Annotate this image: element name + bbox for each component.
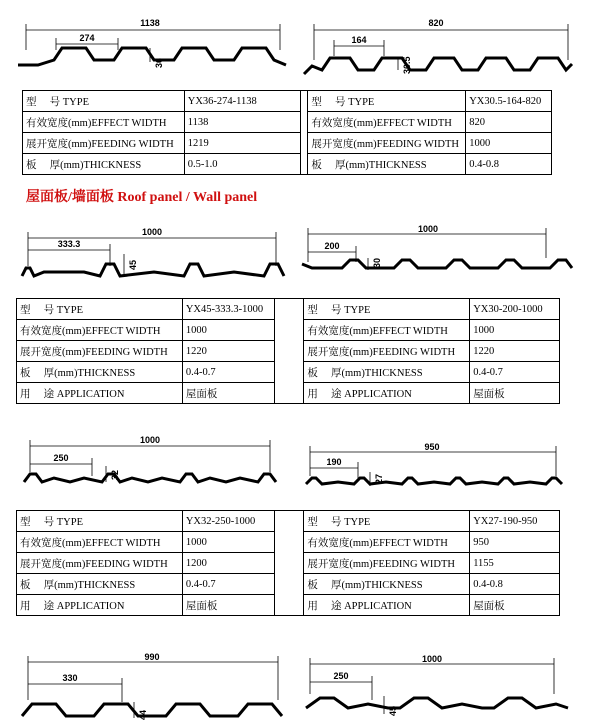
application-value: 屋面板: [182, 595, 274, 616]
height-dim-label: 32: [110, 469, 120, 480]
application-value: 屋面板: [470, 595, 560, 616]
feeding-width-label: 展开宽度(mm)FEEDING WIDTH: [17, 553, 183, 574]
profile-drawing-7: [14, 650, 294, 726]
effect-width-label: 有效宽度(mm)EFFECT WIDTH: [23, 112, 185, 133]
effect-width-value: 820: [466, 112, 552, 133]
effect-width-value: 1138: [184, 112, 301, 133]
effect-width-label: 有效宽度(mm)EFFECT WIDTH: [304, 320, 470, 341]
thickness-value: 0.4-0.7: [470, 362, 560, 383]
profile-drawing-3: [14, 224, 294, 290]
type-value: YX30-200-1000: [470, 299, 560, 320]
table-row: [17, 299, 560, 320]
effect-width-label: 有效宽度(mm)EFFECT WIDTH: [17, 320, 183, 341]
effect-width-value: 1000: [470, 320, 560, 341]
overall-dim-label: 990: [144, 652, 160, 662]
table-row: [17, 383, 560, 404]
feeding-width-value: 1220: [470, 341, 560, 362]
table-row: [23, 91, 552, 112]
application-label: 用 途 APPLICATION: [304, 595, 470, 616]
application-label: 用 途 APPLICATION: [17, 595, 183, 616]
application-label: 用 途 APPLICATION: [17, 383, 183, 404]
pitch-dim-label: 250: [53, 453, 69, 463]
overall-dim-label: 1000: [141, 227, 163, 237]
feeding-width-value: 1220: [182, 341, 274, 362]
type-value: YX45-333.3-1000: [182, 299, 274, 320]
effect-width-label: 有效宽度(mm)EFFECT WIDTH: [304, 532, 470, 553]
type-value: YX32-250-1000: [182, 511, 274, 532]
profile-drawing-6: [298, 440, 578, 500]
type-label: 型 号 TYPE: [308, 91, 466, 112]
thickness-value: 0.4-0.8: [470, 574, 560, 595]
type-value: YX27-190-950: [470, 511, 560, 532]
thickness-value: 0.5-1.0: [184, 154, 301, 175]
profile-drawing-8: [298, 650, 578, 726]
type-value: YX36-274-1138: [184, 91, 301, 112]
height-dim-label: 45: [388, 705, 398, 716]
type-label: 型 号 TYPE: [304, 299, 470, 320]
thickness-value: 0.4-0.8: [466, 154, 552, 175]
effect-width-value: 950: [470, 532, 560, 553]
table-row: [23, 133, 552, 154]
thickness-value: 0.4-0.7: [182, 362, 274, 383]
effect-width-label: 有效宽度(mm)EFFECT WIDTH: [17, 532, 183, 553]
type-label: 型 号 TYPE: [17, 299, 183, 320]
table-row: [17, 532, 560, 553]
overall-dim-label: 950: [424, 442, 440, 452]
table-row: [23, 154, 552, 175]
thickness-label: 板 厚(mm)THICKNESS: [304, 574, 470, 595]
height-dim-label: 30: [372, 257, 382, 268]
pitch-dim-label: 164: [351, 35, 367, 45]
overall-dim-label: 1000: [139, 435, 161, 445]
pitch-dim-label: 190: [326, 457, 342, 467]
spec-table-1: [22, 90, 552, 175]
type-label: 型 号 TYPE: [304, 511, 470, 532]
feeding-width-label: 展开宽度(mm)FEEDING WIDTH: [304, 341, 470, 362]
height-dim-label: 30.5: [402, 56, 412, 74]
table-row: [23, 112, 552, 133]
profile-drawing-4: [298, 222, 578, 288]
table-row: [17, 320, 560, 341]
thickness-label: 板 厚(mm)THICKNESS: [308, 154, 466, 175]
profile-drawing-2: [300, 12, 580, 82]
table-row: [17, 362, 560, 383]
thickness-label: 板 厚(mm)THICKNESS: [304, 362, 470, 383]
height-dim-label: 45: [128, 259, 138, 270]
application-value: 屋面板: [470, 383, 560, 404]
effect-width-value: 1000: [182, 320, 274, 341]
pitch-dim-label: 250: [333, 671, 349, 681]
table-row: [17, 553, 560, 574]
thickness-value: 0.4-0.7: [182, 574, 274, 595]
application-value: 屋面板: [182, 383, 274, 404]
overall-dim-label: 1000: [421, 654, 443, 664]
spec-table-2: [16, 298, 560, 404]
pitch-dim-label: 330: [62, 673, 78, 683]
profile-drawing-5: [14, 432, 294, 496]
effect-width-label: 有效宽度(mm)EFFECT WIDTH: [308, 112, 466, 133]
thickness-label: 板 厚(mm)THICKNESS: [17, 574, 183, 595]
height-dim-label: 36: [154, 57, 164, 68]
table-row: [17, 511, 560, 532]
spec-table-3: [16, 510, 560, 616]
height-dim-label: 27: [374, 473, 384, 484]
feeding-width-label: 展开宽度(mm)FEEDING WIDTH: [304, 553, 470, 574]
application-label: 用 途 APPLICATION: [304, 383, 470, 404]
type-value: YX30.5-164-820: [466, 91, 552, 112]
thickness-label: 板 厚(mm)THICKNESS: [17, 362, 183, 383]
overall-dim-label: 1000: [417, 224, 439, 234]
pitch-dim-label: 333.3: [57, 239, 81, 249]
table-row: [17, 574, 560, 595]
feeding-width-value: 1219: [184, 133, 301, 154]
type-label: 型 号 TYPE: [17, 511, 183, 532]
feeding-width-value: 1000: [466, 133, 552, 154]
feeding-width-label: 展开宽度(mm)FEEDING WIDTH: [17, 341, 183, 362]
type-label: 型 号 TYPE: [23, 91, 185, 112]
thickness-label: 板 厚(mm)THICKNESS: [23, 154, 185, 175]
feeding-width-label: 展开宽度(mm)FEEDING WIDTH: [23, 133, 185, 154]
feeding-width-value: 1200: [182, 553, 274, 574]
profile-drawing-1: [10, 10, 290, 80]
table-row: [17, 341, 560, 362]
overall-dim-label: 1138: [140, 18, 160, 28]
effect-width-value: 1000: [182, 532, 274, 553]
feeding-width-label: 展开宽度(mm)FEEDING WIDTH: [308, 133, 466, 154]
pitch-dim-label: 200: [324, 241, 340, 251]
overall-dim-label: 820: [428, 18, 444, 28]
table-row: [17, 595, 560, 616]
section-heading: 屋面板/墙面板 Roof panel / Wall panel: [26, 190, 258, 205]
feeding-width-value: 1155: [470, 553, 560, 574]
height-dim-label: 44: [138, 709, 148, 720]
pitch-dim-label: 274: [79, 33, 95, 43]
